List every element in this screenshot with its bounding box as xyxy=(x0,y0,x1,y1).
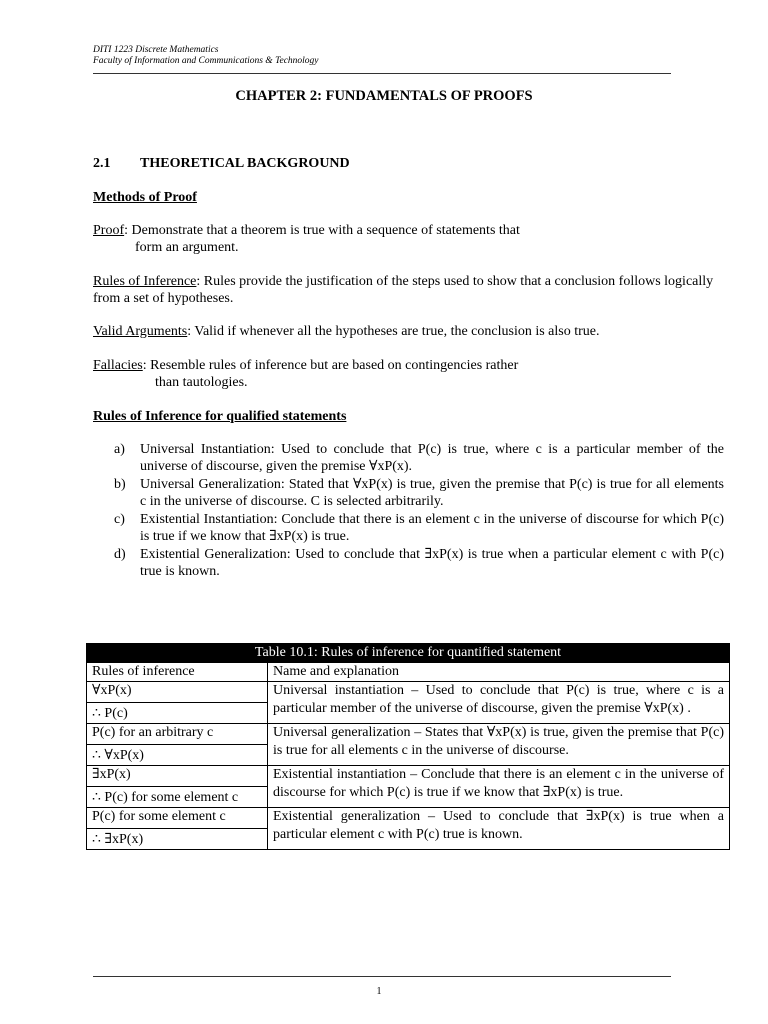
list-item xyxy=(114,511,724,545)
valid-definition xyxy=(93,323,723,340)
column-header: Rules of inference xyxy=(87,663,268,682)
rules-term: Rules of Inference xyxy=(93,274,197,289)
explanation-cell: Universal instantiation – Used to conclude that P(c) is true, where c is a particular member of the universe of discourse, given the premise ∀xP(x) . xyxy=(268,682,730,724)
table-caption: Table 10.1: Rules of inference for quantified statement xyxy=(87,644,730,663)
valid-term: Valid Arguments xyxy=(93,324,188,339)
rule-conclusion: ∴ P(c) for some element c xyxy=(92,790,239,805)
list-text: Existential Generalization: Used to conclude that ∃xP(x) is true when a particular element c with P(c) true is known. xyxy=(140,547,724,579)
list-label: b) xyxy=(114,477,126,492)
proof-definition xyxy=(93,222,733,239)
footer-divider xyxy=(93,976,671,977)
column-header: Name and explanation xyxy=(268,663,730,682)
fallacies-definition xyxy=(93,357,733,374)
explanation-cell: Existential generalization – Used to conclude that ∃xP(x) is true when a particular element c with P(c) true is known. xyxy=(268,808,730,850)
list-label: c) xyxy=(114,512,125,527)
list-label: a) xyxy=(114,442,125,457)
explanation-cell: Existential instantiation – Conclude that there is an element c in the universe of discourse for which P(c) is true if we know that ∃xP(x) is true. xyxy=(268,766,730,808)
table-row xyxy=(87,766,730,808)
fallacies-text-cont: than tautologies. xyxy=(155,375,248,390)
inference-list xyxy=(114,441,724,581)
inference-table xyxy=(86,643,730,850)
fallacies-term: Fallacies xyxy=(93,358,143,373)
rule-cell xyxy=(87,724,268,766)
list-item xyxy=(114,476,724,510)
rule-premise: P(c) for an arbitrary c xyxy=(87,724,267,745)
table-row xyxy=(87,724,730,766)
proof-text: : Demonstrate that a theorem is true with a sequence of statements that xyxy=(124,223,520,238)
list-item xyxy=(114,546,724,580)
rule-cell xyxy=(87,682,268,724)
section-number: 2.1 xyxy=(93,156,111,171)
valid-text: : Valid if whenever all the hypotheses are true, the conclusion is also true. xyxy=(187,324,600,339)
methods-heading: Methods of Proof xyxy=(93,190,197,205)
list-item xyxy=(114,441,724,475)
rule-cell xyxy=(87,808,268,850)
explanation-cell: Universal generalization – States that ∀xP(x) is true, given the premise that P(c) is true for all elements c in the universe of discourse. xyxy=(268,724,730,766)
proof-term: Proof xyxy=(93,223,125,238)
rules-definition xyxy=(93,273,723,307)
qualified-heading: Rules of Inference for qualified statements xyxy=(93,409,347,424)
chapter-title: CHAPTER 2: FUNDAMENTALS OF PROOFS xyxy=(235,88,533,104)
list-text: Universal Generalization: Stated that ∀xP(x) is true, given the premise that P(c) is true for all elements c in the universe of discourse. C is selected arbitrarily. xyxy=(140,477,724,509)
list-text: Universal Instantiation: Used to conclude that P(c) is true, where c is a particular member of the universe of discourse, given the premise ∀xP(x). xyxy=(140,442,724,474)
table-row xyxy=(87,682,730,724)
course-header: DITI 1223 Discrete Mathematics xyxy=(93,45,219,55)
section-title: THEORETICAL BACKGROUND xyxy=(140,156,350,171)
rule-cell xyxy=(87,766,268,808)
header-divider xyxy=(93,73,671,74)
table-row xyxy=(87,808,730,850)
rule-premise: P(c) for some element c xyxy=(87,808,267,829)
rule-premise: ∃xP(x) xyxy=(87,766,267,787)
rule-conclusion: ∴ P(c) xyxy=(92,706,128,721)
rule-premise: ∀xP(x) xyxy=(87,682,267,703)
fallacies-text: : Resemble rules of inference but are based on contingencies rather xyxy=(142,358,519,373)
proof-text-cont: form an argument. xyxy=(135,240,239,255)
rule-conclusion: ∴ ∀xP(x) xyxy=(92,748,144,763)
page-number: 1 xyxy=(376,986,382,997)
faculty-header: Faculty of Information and Communications & Technology xyxy=(93,56,319,66)
table-header-row xyxy=(87,663,730,682)
list-label: d) xyxy=(114,547,126,562)
rule-conclusion: ∴ ∃xP(x) xyxy=(92,832,144,847)
rules-text: : Rules provide the justification of the steps used to show that a conclusion follows logically from a set of hypotheses. xyxy=(93,274,714,306)
list-text: Existential Instantiation: Conclude that there is an element c in the universe of discourse for which P(c) is true if we know that ∃xP(x) is true. xyxy=(140,512,724,544)
